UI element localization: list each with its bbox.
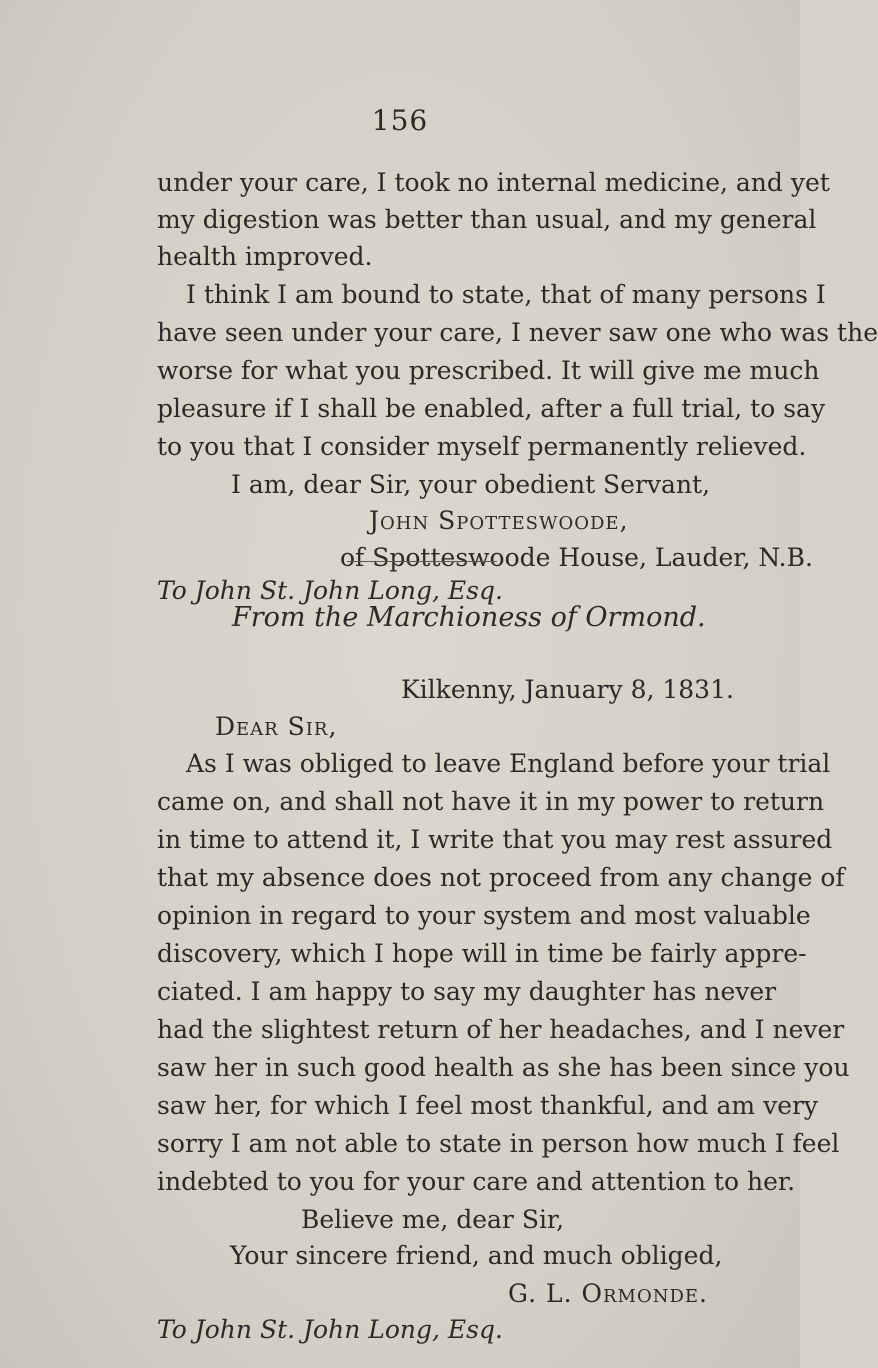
letter1-closing: I am, dear Sir, your obedient Servant,: [231, 470, 711, 499]
letter2-heading: From the Marchioness of Ormond.: [232, 602, 706, 633]
letter2-line-7: ciated. I am happy to say my daughter has never: [157, 977, 777, 1006]
page-number: 156: [371, 104, 429, 137]
letter2-line-11: sorry I am not able to state in person how much I feel: [157, 1129, 840, 1158]
letter2-line-1: As I was obliged to leave England before your trial: [186, 749, 831, 778]
letter1-line-6: worse for what you prescribed. It will give me much: [157, 356, 820, 385]
letter2-line-4: that my absence does not proceed from any change of: [157, 863, 845, 892]
letter2-salutation: Dear Sir,: [215, 712, 338, 741]
letter1-line-4: I think I am bound to state, that of many persons I: [186, 280, 826, 309]
letter2-line-3: in time to attend it, I write that you may rest assured: [157, 825, 833, 854]
letter2-line-6: discovery, which I hope will in time be fairly appre-: [157, 939, 807, 968]
letter2-closing-1: Believe me, dear Sir,: [301, 1205, 565, 1234]
letter1-signature: John Spotteswoode,: [369, 506, 629, 535]
letter2-line-9: saw her in such good health as she has been since you: [157, 1053, 850, 1082]
letter2-closing-2: Your sincere friend, and much obliged,: [230, 1241, 723, 1270]
letter1-line-5: have seen under your care, I never saw one who was the: [157, 318, 878, 347]
letter2-line-5: opinion in regard to your system and most valuable: [157, 901, 811, 930]
section-divider: [347, 561, 497, 562]
letter2-addressee: To John St. John Long, Esq.: [157, 1315, 503, 1344]
letter1-line-3: health improved.: [157, 242, 373, 271]
letter1-line-2: my digestion was better than usual, and my general: [157, 205, 817, 234]
letter1-line-7: pleasure if I shall be enabled, after a full trial, to say: [157, 394, 826, 423]
letter2-line-2: came on, and shall not have it in my power to return: [157, 787, 825, 816]
letter1-signature-place: of Spotteswoode House, Lauder, N.B.: [340, 543, 813, 572]
letter1-line-8: to you that I consider myself permanently relieved.: [157, 432, 807, 461]
letter1-addressee: To John St. John Long, Esq.: [157, 576, 503, 605]
letter2-line-8: had the slightest return of her headaches, and I never: [157, 1015, 845, 1044]
letter1-line-1: under your care, I took no internal medicine, and yet: [157, 168, 830, 197]
letter2-dateline: Kilkenny, January 8, 1831.: [401, 675, 734, 704]
letter2-line-12: indebted to you for your care and attention to her.: [157, 1167, 796, 1196]
letter2-line-10: saw her, for which I feel most thankful, and am very: [157, 1091, 819, 1120]
letter2-signature: G. L. Ormonde.: [508, 1279, 708, 1308]
